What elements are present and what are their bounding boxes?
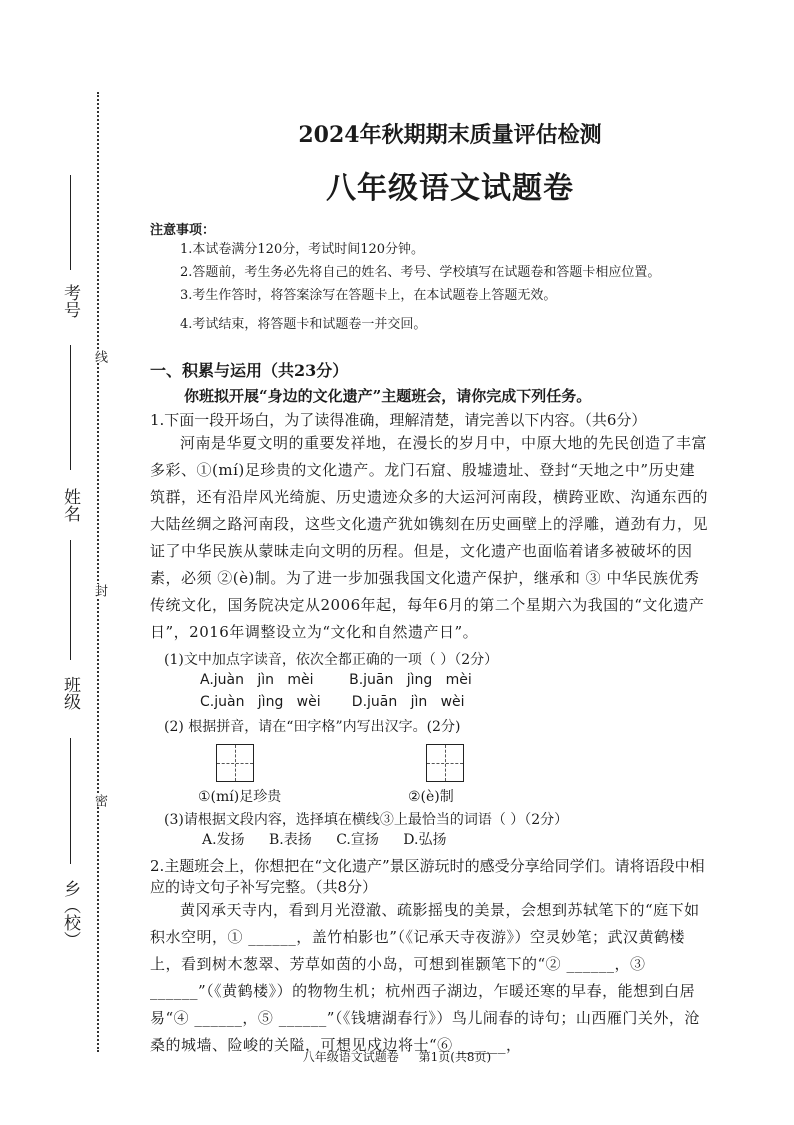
exam-page bbox=[150, 118, 710, 1059]
task-intro: 你班拟开展“身边的文化遗产”主题班会，请你完成下列任务。 bbox=[184, 387, 592, 405]
exam-number-label: 考号 bbox=[60, 284, 80, 318]
grid-caption: ②(è)制 bbox=[408, 789, 454, 805]
notice-item: 3.考生作答时，将答案涂写在答题卡上，在本试题卷上答题无效。 bbox=[180, 288, 557, 303]
page-footer bbox=[0, 1048, 794, 1065]
question-1-stem: 1.下面一段开场白，为了读得准确，理解清楚，请完善以下内容。（共6分） bbox=[150, 411, 647, 429]
sub1-options-row-1: A.juàn jìn mèi B.juān jìng mèi bbox=[200, 672, 472, 688]
notice-item: 2.答题前，考生务必先将自己的姓名、考号、学校填写在试题卷和答题卡相应位置。 bbox=[180, 265, 661, 280]
class-label: 班级 bbox=[60, 676, 80, 710]
school-blank[interactable] bbox=[70, 738, 71, 864]
exam-title: 2024年秋期期末质量评估检测 bbox=[298, 122, 602, 148]
seal-char-seal: 封 bbox=[92, 584, 107, 597]
footer-page-number: 第1页(共8页) bbox=[418, 1050, 492, 1064]
sub1-options-row-2: C.juàn jìng wèi D.juān jìn wèi bbox=[200, 694, 465, 710]
exam-number-blank[interactable] bbox=[70, 175, 71, 270]
question-1-sub3: (3)请根据文段内容，选择填在横线③上最恰当的词语（ ）（2分） bbox=[164, 812, 569, 828]
tian-grid-row bbox=[198, 744, 710, 806]
notice-item: 1.本试卷满分120分，考试时间120分钟。 bbox=[180, 242, 425, 257]
seal-char-line: 线 bbox=[92, 350, 107, 363]
section-title: 一、积累与运用（共23分） bbox=[150, 361, 349, 380]
grid-caption: ①(mí)足珍贵 bbox=[198, 789, 282, 805]
notice-item: 4.考试结束，将答题卡和试题卷一并交回。 bbox=[180, 317, 427, 332]
question-1-sub2: (2) 根据拼音，请在“田字格”内写出汉字。(2分) bbox=[164, 719, 461, 735]
question-1-passage: 河南是华夏文明的重要发祥地，在漫长的岁月中，中原大地的先民创造了丰富多彩、①(mí)足珍贵的文化遗产。龙门石窟、殷墟遗址、登封“天地之中”历史建筑群，还有沿岸风光绮旎、历史遗迹众多的大运河河南段，横跨亚欧、沟通东西的大陆丝绸之路河南段，这些文化遗产犹如镌刻在历史画壁上的浮雕，遒劲有力，见证了中华民族从蒙昧走向文明的历程。但是，文化遗产也面临着诸多被破坏的因素，必须 ②(è)制。为了进一步加强我国文化遗产保护，继承和 ③ 中华民族优秀传统文化，国务院决定从2006年起，每年6月的第二个星期六为我国的“文化遗产日”，2016年调整设立为“文化和自然遗产日”。 bbox=[150, 434, 709, 641]
question-1-sub1: (1)文中加点字读音，依次全都正确的一项（ ）（2分） bbox=[164, 652, 499, 668]
binding-dotted-line bbox=[97, 92, 99, 1052]
question-2-passage: 黄冈承天寺内，看到月光澄澈、疏影摇曳的美景，会想到苏轼笔下的“庭下如积水空明，① ______，盖竹柏影也”（《记承天寺夜游》）空灵妙笔；武汉黄鹤楼上，看到树木葱翠、芳草如茵的小岛，可想到崔颢笔下的“② ______，③ ______”（《黄鹤楼》）的物物生机；杭州西子湖边，乍暖还寒的早春，能想到白居易“④ ______，⑤ ______”（《钱塘湖春行》）鸟儿闹春的诗句；山西雁门关外，沧桑的城墙、险峻的关隘，可想见戍边将士“⑥ ______， bbox=[150, 901, 700, 1054]
class-blank[interactable] bbox=[70, 540, 71, 660]
tian-grid-box[interactable] bbox=[216, 744, 254, 782]
notice-list bbox=[180, 238, 710, 336]
tian-grid-box[interactable] bbox=[426, 744, 464, 782]
seal-char-secret: 密 bbox=[92, 794, 107, 807]
school-label: 乡（校） bbox=[60, 880, 80, 948]
paper-title: 八年级语文试题卷 bbox=[326, 171, 574, 206]
name-blank[interactable] bbox=[70, 345, 71, 470]
footer-paper-name: 八年级语文试题卷 bbox=[302, 1050, 399, 1064]
grid-item bbox=[198, 744, 408, 806]
grid-item bbox=[408, 744, 618, 806]
name-label: 姓名 bbox=[60, 488, 80, 522]
question-2-stem: 2.主题班会上，你想把在“文化遗产”景区游玩时的感受分享给同学们。请将语段中相应的诗文句子补写完整。（共8分） bbox=[150, 857, 705, 896]
notice-title: 注意事项： bbox=[150, 223, 216, 238]
sub3-options: A.发扬 B.表扬 C.宣扬 D.弘扬 bbox=[202, 832, 447, 848]
